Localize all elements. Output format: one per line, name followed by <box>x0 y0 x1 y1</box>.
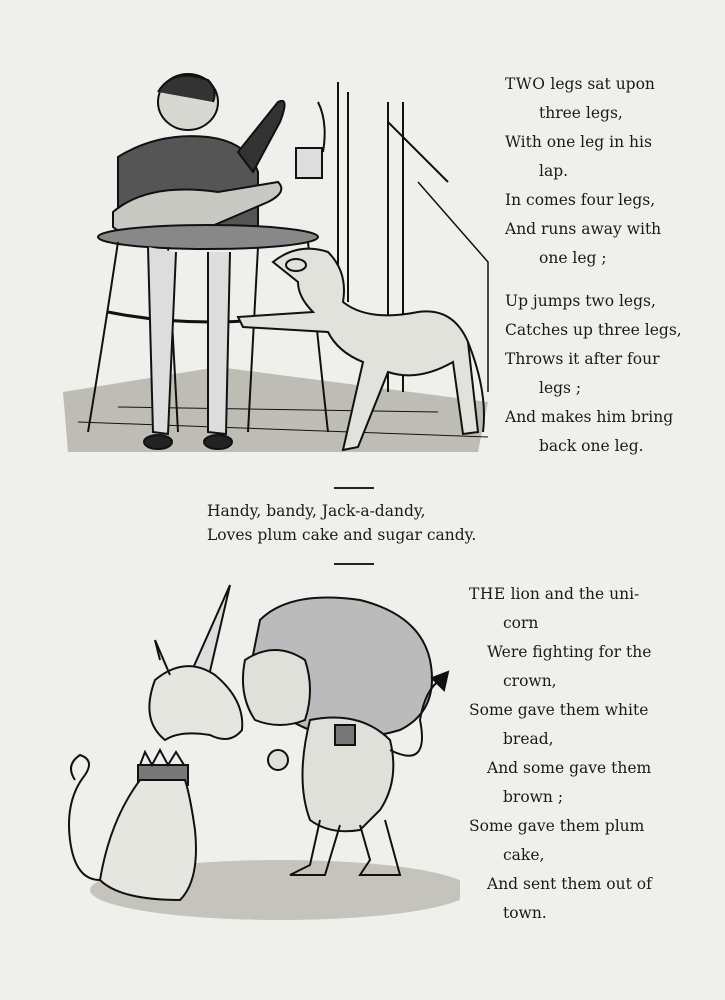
poem-line: town. <box>503 904 547 922</box>
poem-lion-and-unicorn <box>469 580 652 928</box>
poem-two-legs <box>505 70 682 461</box>
divider-rule <box>334 487 374 489</box>
poem-line: crown, <box>503 672 557 690</box>
poem-line: Some gave them white <box>469 701 649 719</box>
poem-line: And sent them out of <box>487 875 652 893</box>
poem-line: lap. <box>539 162 569 180</box>
poem-line: cake, <box>503 846 545 864</box>
poem-line: TWO legs sat upon <box>505 75 655 93</box>
poem-line: In comes four legs, <box>505 191 656 209</box>
poem-line: Handy, bandy, Jack-a-dandy, <box>207 502 426 520</box>
poem-line: Throws it after four <box>505 350 660 368</box>
poem-line: Some gave them plum <box>469 817 645 835</box>
poem-line: back one leg. <box>539 437 644 455</box>
poem-line: Catches up three legs, <box>505 321 682 339</box>
poem-line: With one leg in his <box>505 133 652 151</box>
poem-line: legs ; <box>539 379 582 397</box>
illustration-lion-and-unicorn <box>60 580 460 930</box>
poem-line: three legs, <box>539 104 623 122</box>
divider-rule <box>334 563 374 565</box>
poem-line: Up jumps two legs, <box>505 292 656 310</box>
poem-line: And runs away with <box>505 220 662 238</box>
poem-line: bread, <box>503 730 554 748</box>
poem-line: THE lion and the uni- <box>469 585 640 603</box>
poem-line: Loves plum cake and sugar candy. <box>207 526 477 544</box>
poem-line: And makes him bring <box>505 408 674 426</box>
poem-line: corn <box>503 614 539 632</box>
illustration-man-and-dog <box>58 62 498 462</box>
poem-line: one leg ; <box>539 249 607 267</box>
poem-line: Were fighting for the <box>487 643 652 661</box>
poem-line: And some gave them <box>487 759 652 777</box>
poem-handy-bandy <box>207 499 476 547</box>
poem-line: brown ; <box>503 788 564 806</box>
